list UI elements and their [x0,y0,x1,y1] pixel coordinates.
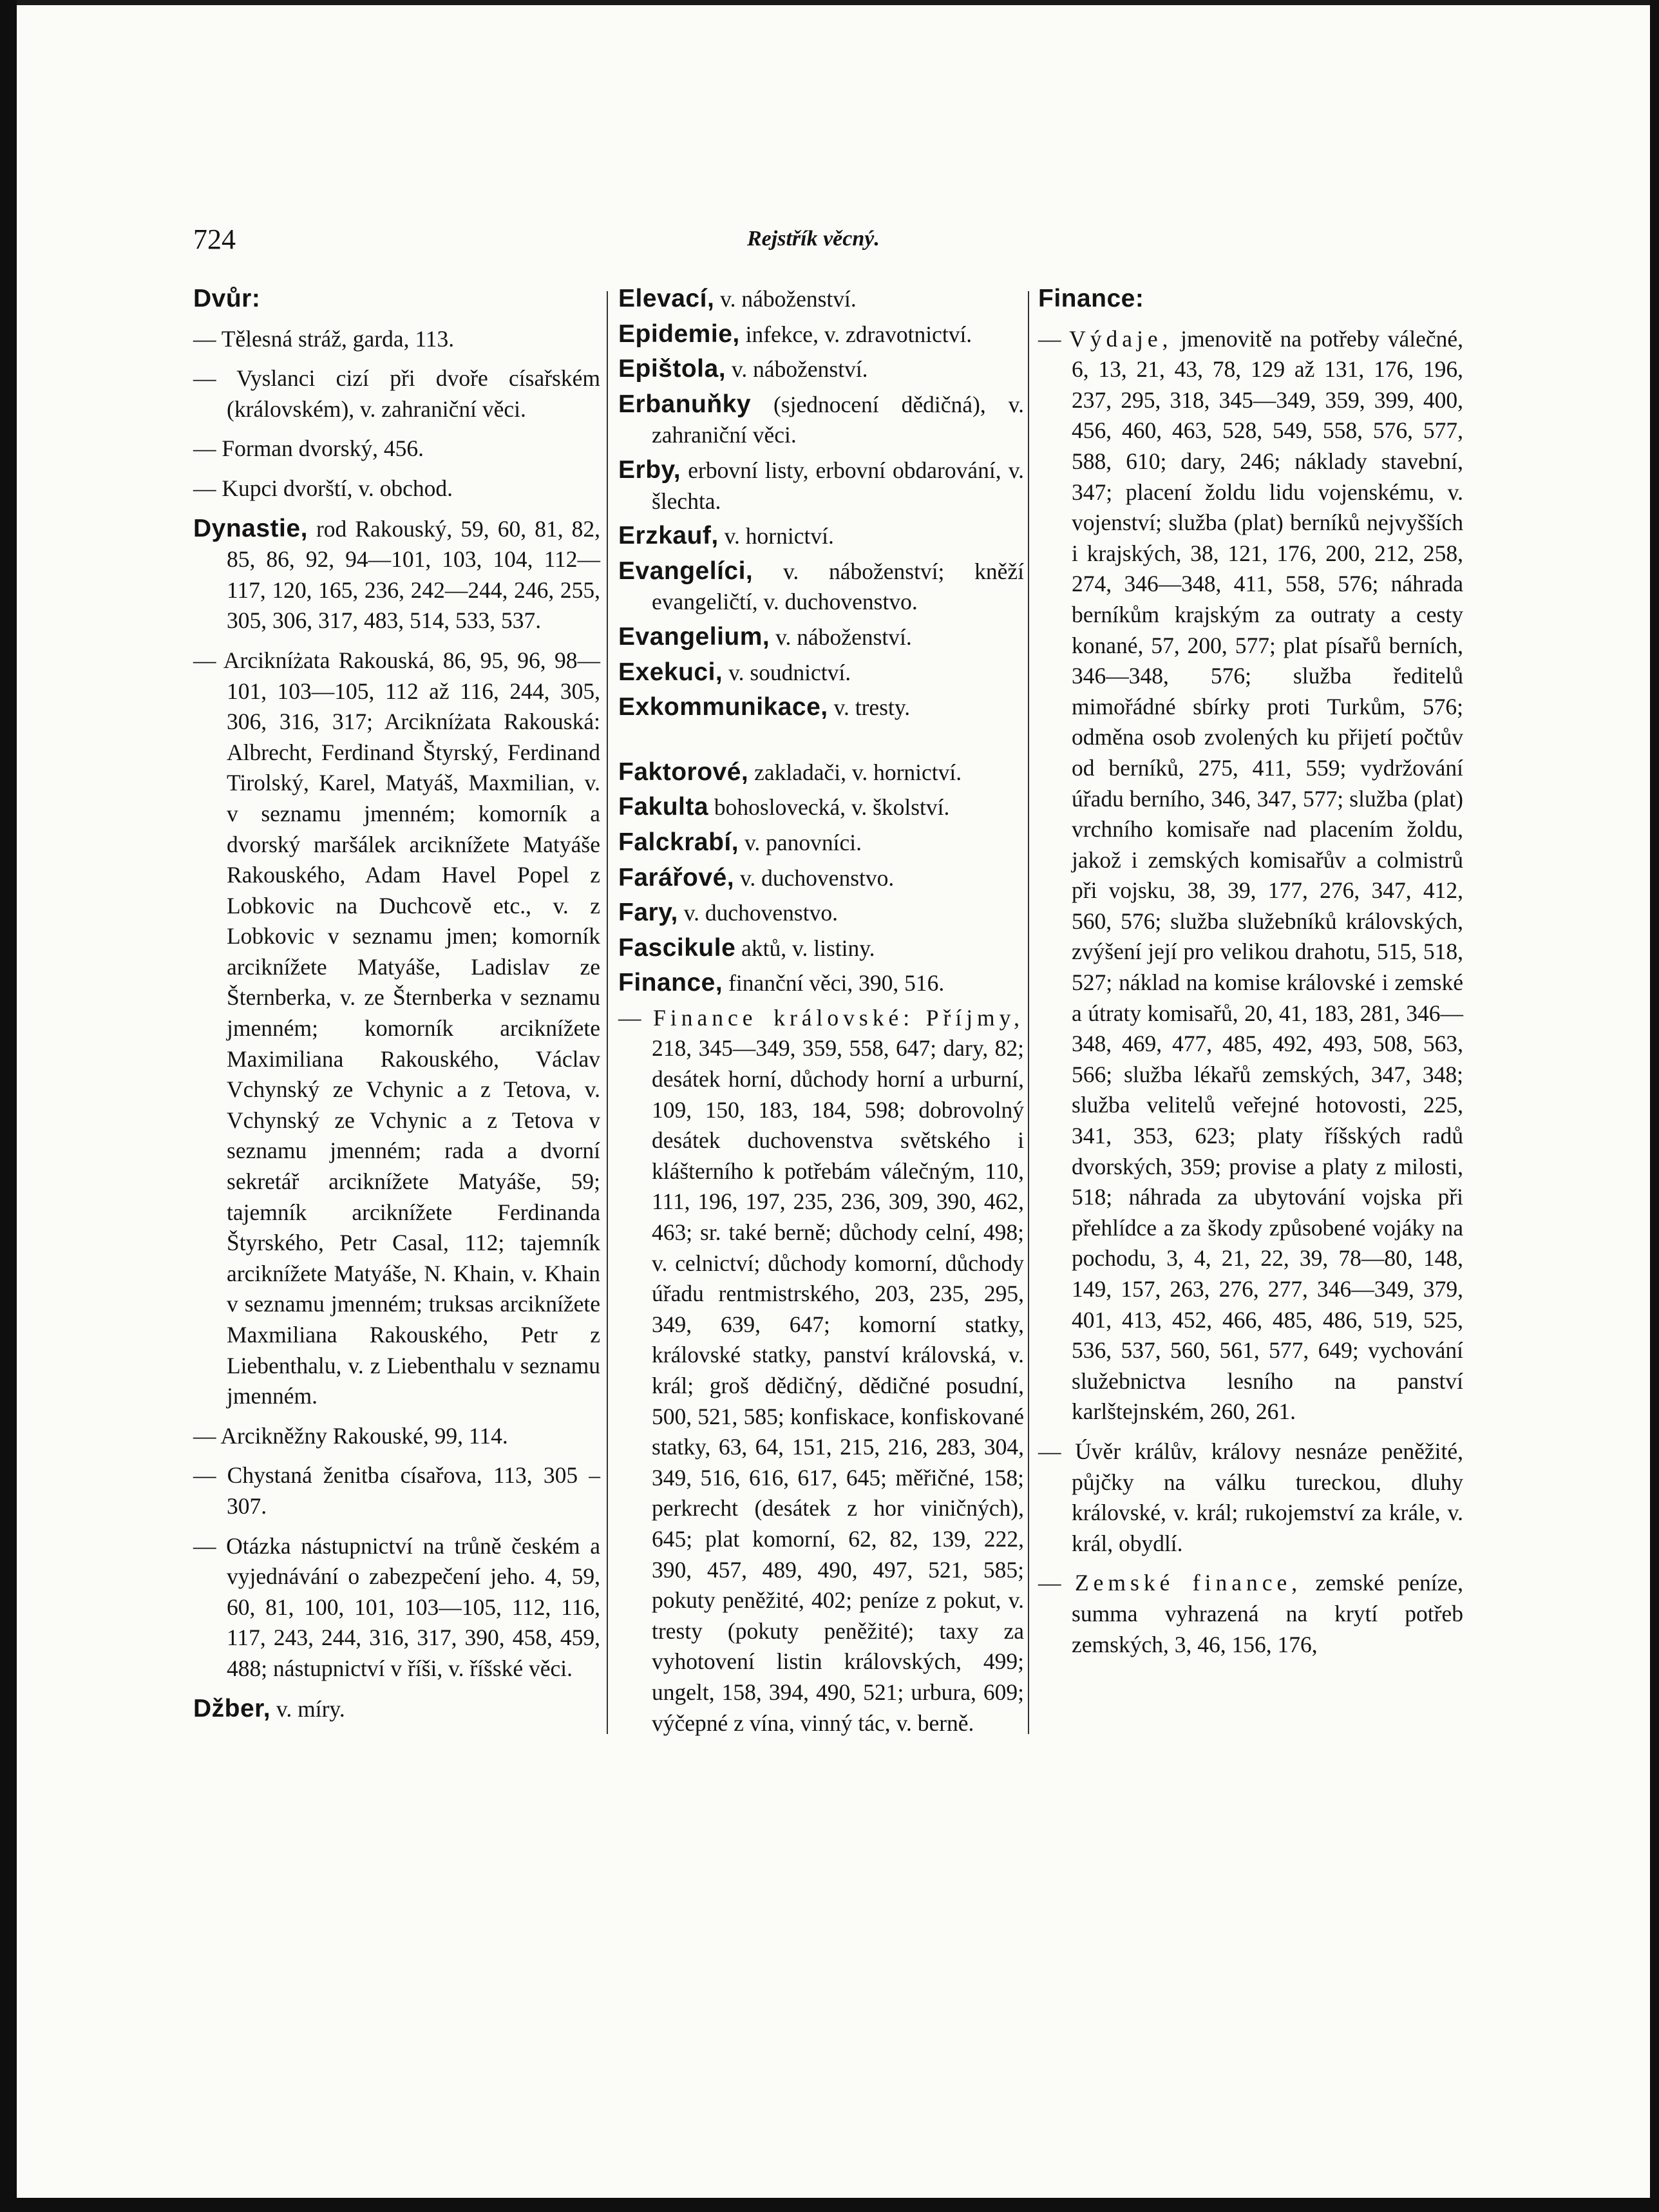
entry-text: v. soudnictví. [728,659,851,685]
entry [618,757,1024,788]
dash: — [618,1004,641,1031]
headword: Dynastie, [193,514,308,542]
subentry-uver: — Úvěr králův, královy nesnáze peněžité, půjčky na válku tureckou, dluhy královské, v. král; rukojemství za krále, v. král, obydlí. [1038,1438,1463,1556]
entry-text: infekce, v. zdravotnictví. [745,321,972,347]
entry-dvur-heading [193,283,600,315]
entry [618,622,1024,653]
headword: Erby, [618,455,681,484]
headword: Farářové, [618,863,735,891]
column-rule-2 [1028,291,1029,1734]
entry [618,792,1024,823]
dash: — [1038,325,1061,352]
entry [618,968,1024,999]
column-rule-1 [607,291,608,1734]
headword: Fascikule [618,933,736,962]
scan-edge-left [0,0,17,2212]
subentry-vydaje [1038,324,1463,1427]
headword: Fary, [618,899,678,927]
subheading: Zemské finance, [1074,1570,1302,1596]
entry [618,556,1024,618]
subentry-finance-kralovske [618,1003,1024,1739]
headword: Epištola, [618,355,726,383]
headword: Finance, [618,969,723,997]
column-3 [1038,283,1463,1669]
headword: Exekuci, [618,658,723,686]
headword: Faktorové, [618,758,749,786]
entry [618,455,1024,517]
entry-text: v. duchovenstvo. [683,900,838,926]
entry [618,827,1024,859]
running-head: Rejstřík věcný. [747,227,880,251]
subheading: Finance královské: [653,1004,915,1031]
entry [618,897,1024,929]
scan-edge-right [1650,0,1659,2212]
entry [618,863,1024,894]
dash: — [1038,1570,1061,1596]
entry-text: v. tresty. [833,694,911,721]
subentry: — Otázka nástupnictví na trůně českém a vyjednávání o zabezpečení jeho. 4, 59, 60, 81, 100, 101, 103—105, 112, 116, 117, 243, 244, 316, 317, 390, 458, 459, 488; nástupnictví v říši, v. říšské věci. [193,1532,600,1681]
entry-text: finanční věci, 390, 516. [728,970,945,996]
headword: Džber, [193,1694,271,1722]
entry [618,389,1024,451]
subentry: — Vyslanci cizí při dvoře císařském (královském), v. zahraniční věci. [193,365,600,422]
subentry-zemske-finance [1038,1568,1463,1660]
entry-text: zakladači, v. hornictví. [754,759,962,785]
column-1 [193,283,600,1733]
entry [618,283,1024,315]
entry-text: v. náboženství. [720,286,857,312]
entry-text: (sjednocení dědičná), v. zahraniční věci. [652,391,1024,448]
headword: Falckrabí, [618,828,739,856]
subentry: — Arcikněžny Rakouské, 99, 114. [193,1422,508,1449]
entry [618,692,1024,723]
entry-text: v. náboženství; kněží evangeličtí, v. duchovenstvo. [652,558,1024,615]
entry-text: v. náboženství. [775,624,912,650]
entry-text: erbovní listy, erbovní obdarování, v. šlechta. [652,457,1025,514]
subentry: — Chystaná ženitba císařova, 113, 305 – 307. [193,1462,600,1519]
entry-text: 218, 345—349, 359, 558, 647; dary, 82; desátek horní, důchody horní a urburní, 109, 150, 183, 184, 598; dobrovolný desátek duchovenstva světského i klášterního k potřebám válečným, 110, 111, 196, 197, 235, 236, 309, 390, 462, 463; sr. také berně; důchody celní, 498; v. celnictví; důchody komorní, důchody úřadu rentmistrského, 203, 235, 295, 349, 639, 647; komorní statky, královské statky, panství královská, v. král; groš dědičný, dědičné posudní, 500, 521, 585; konfiskace, konfiskované statky, 63, 64, 151, 215, 216, 283, 304, 349, 516, 616, 617, 645; měřičné, 158; perkrecht (desátek z hor viničných), 645; plat komorní, 62, 82, 139, 222, 390, 457, 489, 490, 497, 521, 585; pokuty peněžité, 402; peníze z pokut, v. tresty (pokuty peněžité); taxy za vyhotovení listin královských, 499; ungelt, 158, 394, 490, 521; urbura, 609; výčepné z vína, vinný tác, v. berně. [652,1035,1024,1736]
entry-text: jmenovitě na potřeby válečné, 6, 13, 21, 43, 78, 129 až 131, 176, 196, 237, 295, 318, 345—349, 359, 399, 400, 456, 460, 463, 528, 549, 558, 576, 577, 588, 610; dary, 246; náklady stavební, 347; placení žoldu lidu vojenskému, v. vojenství; služba (plat) berníků nejvyšších i krajských, 38, 121, 176, 200, 212, 258, 274, 346—348, 411, 558, 576; náhrada berníkům krajským za outraty a cesty konané, 57, 200, 577; plat písařů berních, 346—348, 576; služba ředitelů mimořádné sbírky proti Turkům, 576; odměna osob zvolených ku přijetí počtův od berníků, 275, 411, 559; vydržování úřadu berního, 346, 347, 577; služba (plat) vrchního komisaře nad placením žoldu, jakož i zemských komisařův a colmistrů při vojsku, 38, 39, 177, 276, 347, 412, 560, 576; služba služebníků královských, zvýšení její pro velikou drahotu, 515, 518, 527; náklad na komise královské i zemské a útraty komisařů, 20, 41, 183, 281, 346—348, 469, 477, 485, 492, 493, 508, 563, 566; služba lékařů zemských, 347, 348; služba velitelů veřejné hotovosti, 225, 341, 353, 623; platy říšských radů dvorských, 359; provise a platy z milosti, 518; náhrada za ubytování vojska při přehlídce a za škody způsobené vojáky na pochodu, 3, 4, 21, 22, 39, 78—80, 148, 149, 157, 263, 276, 277, 346—349, 379, 401, 413, 452, 466, 485, 486, 519, 525, 536, 537, 560, 561, 577, 649; vychování služebnictva lesního na panství karlštejnském, 260, 261. [1072,325,1464,1425]
entry [618,520,1024,552]
headword: Elevací, [618,285,715,312]
headword: Evangelíci, [618,557,754,585]
entry-text: rod Rakouský, 59, 60, 81, 82, 85, 86, 92, 94—101, 103, 104, 112—117, 120, 165, 236, 242—244, 246, 255, 305, 306, 317, 483, 514, 533, 537. [227,515,601,634]
entry [618,657,1024,689]
entry-text: bohoslovecká, v. školství. [714,794,950,821]
entry-text: v. panovníci. [744,829,862,855]
entry-text: v. náboženství. [731,356,868,383]
subheading: Výdaje, [1069,325,1173,352]
headword: Erbanuňky [618,390,752,418]
entry-finance-heading [1038,283,1463,315]
headword: Erzkauf, [618,522,719,550]
subheading-prijmy: Příjmy, [925,1004,1024,1031]
headword: Fakulta [618,793,709,821]
subentry-arciknizata: — Arcikníżata Rakouská, 86, 95, 96, 98—101, 103—105, 112 až 116, 244, 305, 306, 316, 317; Arcikníżata Rakouská: Albrecht, Ferdinand Štyrský, Ferdinand Tirolský, Karel, Matyáš, Maxmilian, v. v seznamu jmenném; komorník a dvorský maršálek arciknížete Matyáše Rakouského, Adam Havel Popel z Lobkovic na Duchcově etc., v. z Lobkovic v seznamu jmen; komorník arciknížete Matyáše, Ladislav ze Šternberka, v. ze Šternberka v seznamu jmenném; komorník arciknížete Maximiliana Rakouského, Václav Vchynský ze Vchynic a z Tetova, v. Vchynský ze Vchynic a z Tetova v seznamu jmenném; rada a dvorní sekretář arciknížete Matyáše, 59; tajemník arciknížete Ferdinanda Štyrského, Petr Casal, 112; tajemník arciknížete Matyáše, N. Khain, v. Khain v seznamu jmenném; truksas arciknížete Maxmiliana Rakouského, Petr z Liebenthalu, v. z Liebenthalu v seznamu jmenném. [193,647,600,1409]
entry [618,319,1024,350]
headword: Epidemie, [618,319,740,348]
headword: Dvůr: [193,285,261,312]
entry-text: v. duchovenstvo. [739,864,895,891]
subentry: — Forman dvorský, 456. [193,435,424,462]
entry-text: zemské peníze, summa vyhrazená na krytí potřeb zemských, 3, 46, 156, 176, [1072,1570,1463,1657]
headword: Evangelium, [618,622,770,651]
entry [618,933,1024,964]
scan-edge-bottom [0,2198,1659,2212]
subentry: — Kupci dvorští, v. obchod. [193,475,453,501]
column-2 [618,283,1024,1748]
entry-dynastie [193,513,600,636]
entry-dzber [193,1693,600,1725]
entry-text: aktů, v. listiny. [741,935,875,961]
entry-text: v. hornictví. [724,523,834,549]
subentry: — Tělesná stráž, garda, 113. [193,325,455,352]
entry-text: v. míry. [276,1695,345,1722]
headword: Finance: [1038,285,1144,312]
letter-gap [618,727,1024,757]
entry [618,354,1024,385]
page-number: 724 [193,224,236,255]
scan-edge-top [0,0,1659,5]
headword: Exkommunikace, [618,693,828,721]
